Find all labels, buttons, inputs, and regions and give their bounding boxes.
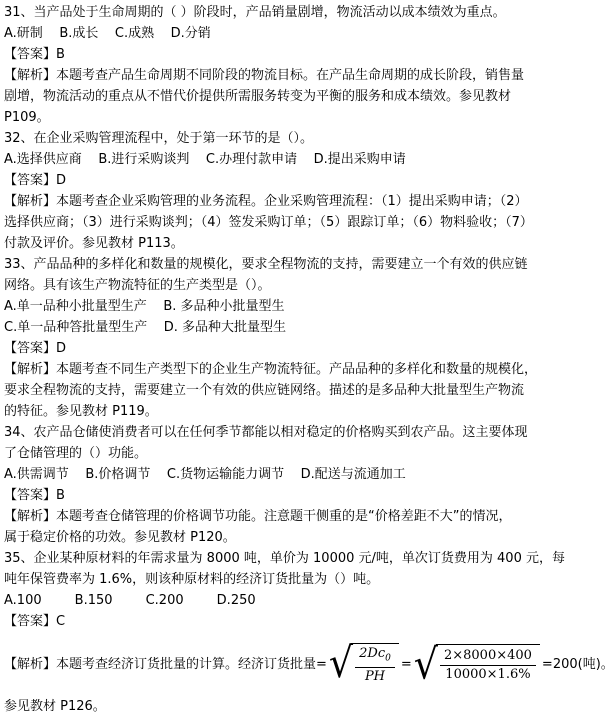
question-options: A.供需调节 B.价格调节 C.货物运输能力调节 D.配送与流通加工 bbox=[4, 467, 406, 482]
question-options: A.100 B.150 C.200 D.250 bbox=[4, 593, 256, 608]
question-stem: 了仓储管理的（）功能。 bbox=[4, 446, 148, 461]
question-stem: 32、在企业采购管理流程中，处于第一环节的是（）。 bbox=[4, 131, 314, 146]
analysis-formula-row bbox=[4, 638, 614, 690]
answer-label: 【答案】B bbox=[4, 47, 65, 62]
question-31 bbox=[4, 2, 575, 128]
analysis-line: 【解析】本题考查不同生产类型下的企业生产物流特征。产品品种的多样化和数量的规模化， bbox=[4, 362, 538, 377]
analysis-line: 剧增，物流活动的重点从不惜代价提供所需服务转变为平衡的服务和成本绩效。参见教材 bbox=[4, 89, 512, 104]
analysis-line: 【解析】本题考查仓储管理的价格调节功能。注意题干侧重的是“价格差距不大”的情况， bbox=[4, 509, 512, 524]
analysis-line: 【解析】本题考查企业采购管理的业务流程。企业采购管理流程：（1）提出采购申请；（2） bbox=[4, 194, 528, 209]
fraction-numerator: 2×8000×400 bbox=[440, 648, 536, 666]
answer-label: 【答案】D bbox=[4, 341, 67, 356]
fraction-symbolic bbox=[355, 646, 395, 686]
fraction-denominator: 10000×1.6% bbox=[445, 667, 531, 682]
fraction-numerator bbox=[355, 646, 395, 669]
analysis-line: 付款及评价。参见教材 P113。 bbox=[4, 236, 184, 251]
analysis-line: 的特征。参见教材 P119。 bbox=[4, 404, 158, 419]
question-option-row: A.单一品种小批量型生产 B. 多品种小批量型生 bbox=[4, 299, 285, 314]
answer-label: 【答案】B bbox=[4, 488, 65, 503]
question-35 bbox=[4, 548, 614, 717]
question-stem: 34、农产品仓储使消费者可以在任何季节都能以相对稳定的价格购买到农产品。这主要体现 bbox=[4, 425, 528, 440]
fraction-numeric bbox=[440, 648, 536, 683]
analysis-line: 【解析】本题考查产品生命周期不同阶段的物流目标。在产品生命周期的成长阶段，销售量 bbox=[4, 68, 525, 83]
answer-label: 【答案】C bbox=[4, 614, 66, 629]
question-option-row: C.单一品种答批量型生产 D. 多品种大批量型生 bbox=[4, 320, 287, 335]
question-stem: 33、产品品种的多样化和数量的规模化，要求全程物流的支持，需要建立一个有效的供应链 bbox=[4, 257, 528, 272]
radicand bbox=[351, 643, 399, 686]
fraction-denominator: PH bbox=[364, 669, 386, 685]
analysis-prefix: 【解析】本题考查经济订货批量的计算。经济订货批量= bbox=[4, 656, 327, 672]
numerator-subscript: 0 bbox=[385, 653, 391, 664]
question-options: A.选择供应商 B.进行采购谈判 C.办理付款申请 D.提出采购申请 bbox=[4, 152, 406, 167]
radicand bbox=[436, 644, 540, 684]
question-32 bbox=[4, 128, 575, 254]
question-34 bbox=[4, 422, 575, 548]
sqrt-formula-symbolic bbox=[328, 638, 399, 687]
sqrt-sign: √ bbox=[413, 639, 438, 689]
answer-label: 【答案】D bbox=[4, 173, 67, 188]
question-33 bbox=[4, 254, 575, 422]
analysis-line: P109。 bbox=[4, 110, 50, 125]
question-stem: 吨年保管费率为 1.6%，则该种原材料的经济订货批量为（）吨。 bbox=[4, 572, 380, 587]
analysis-reference: 参见教材 P126。 bbox=[4, 699, 106, 714]
question-stem: 31、当产品处于生命周期的（ ）阶段时，产品销量剧增，物流活动以成本绩效为重点。 bbox=[4, 5, 506, 20]
analysis-line: 属于稳定价格的功效。参见教材 P120。 bbox=[4, 530, 236, 545]
question-stem: 网络。具有该生产物流特征的生产类型是（）。 bbox=[4, 278, 271, 293]
equals-sign: = bbox=[400, 656, 412, 672]
numerator-text: 2Dc bbox=[359, 645, 386, 661]
analysis-line: 要求全程物流的支持，需要建立一个有效的供应链网络。描述的是多品种大批量型生产物流 bbox=[4, 383, 525, 398]
analysis-line: 选择供应商；（3）进行采购谈判；（4）签发采购订单；（5）跟踪订单；（6）物料验收；（7） bbox=[4, 215, 533, 230]
formula-result: =200(吨)。 bbox=[541, 656, 614, 672]
question-stem: 35、企业某种原材料的年需求量为 8000 吨，单价为 10000 元/吨，单次订货费用为 400 元，每 bbox=[4, 551, 565, 566]
question-options: A.研制 B.成长 C.成熟 D.分销 bbox=[4, 26, 211, 41]
sqrt-sign: √ bbox=[328, 638, 354, 687]
sqrt-formula-numeric bbox=[413, 639, 540, 689]
